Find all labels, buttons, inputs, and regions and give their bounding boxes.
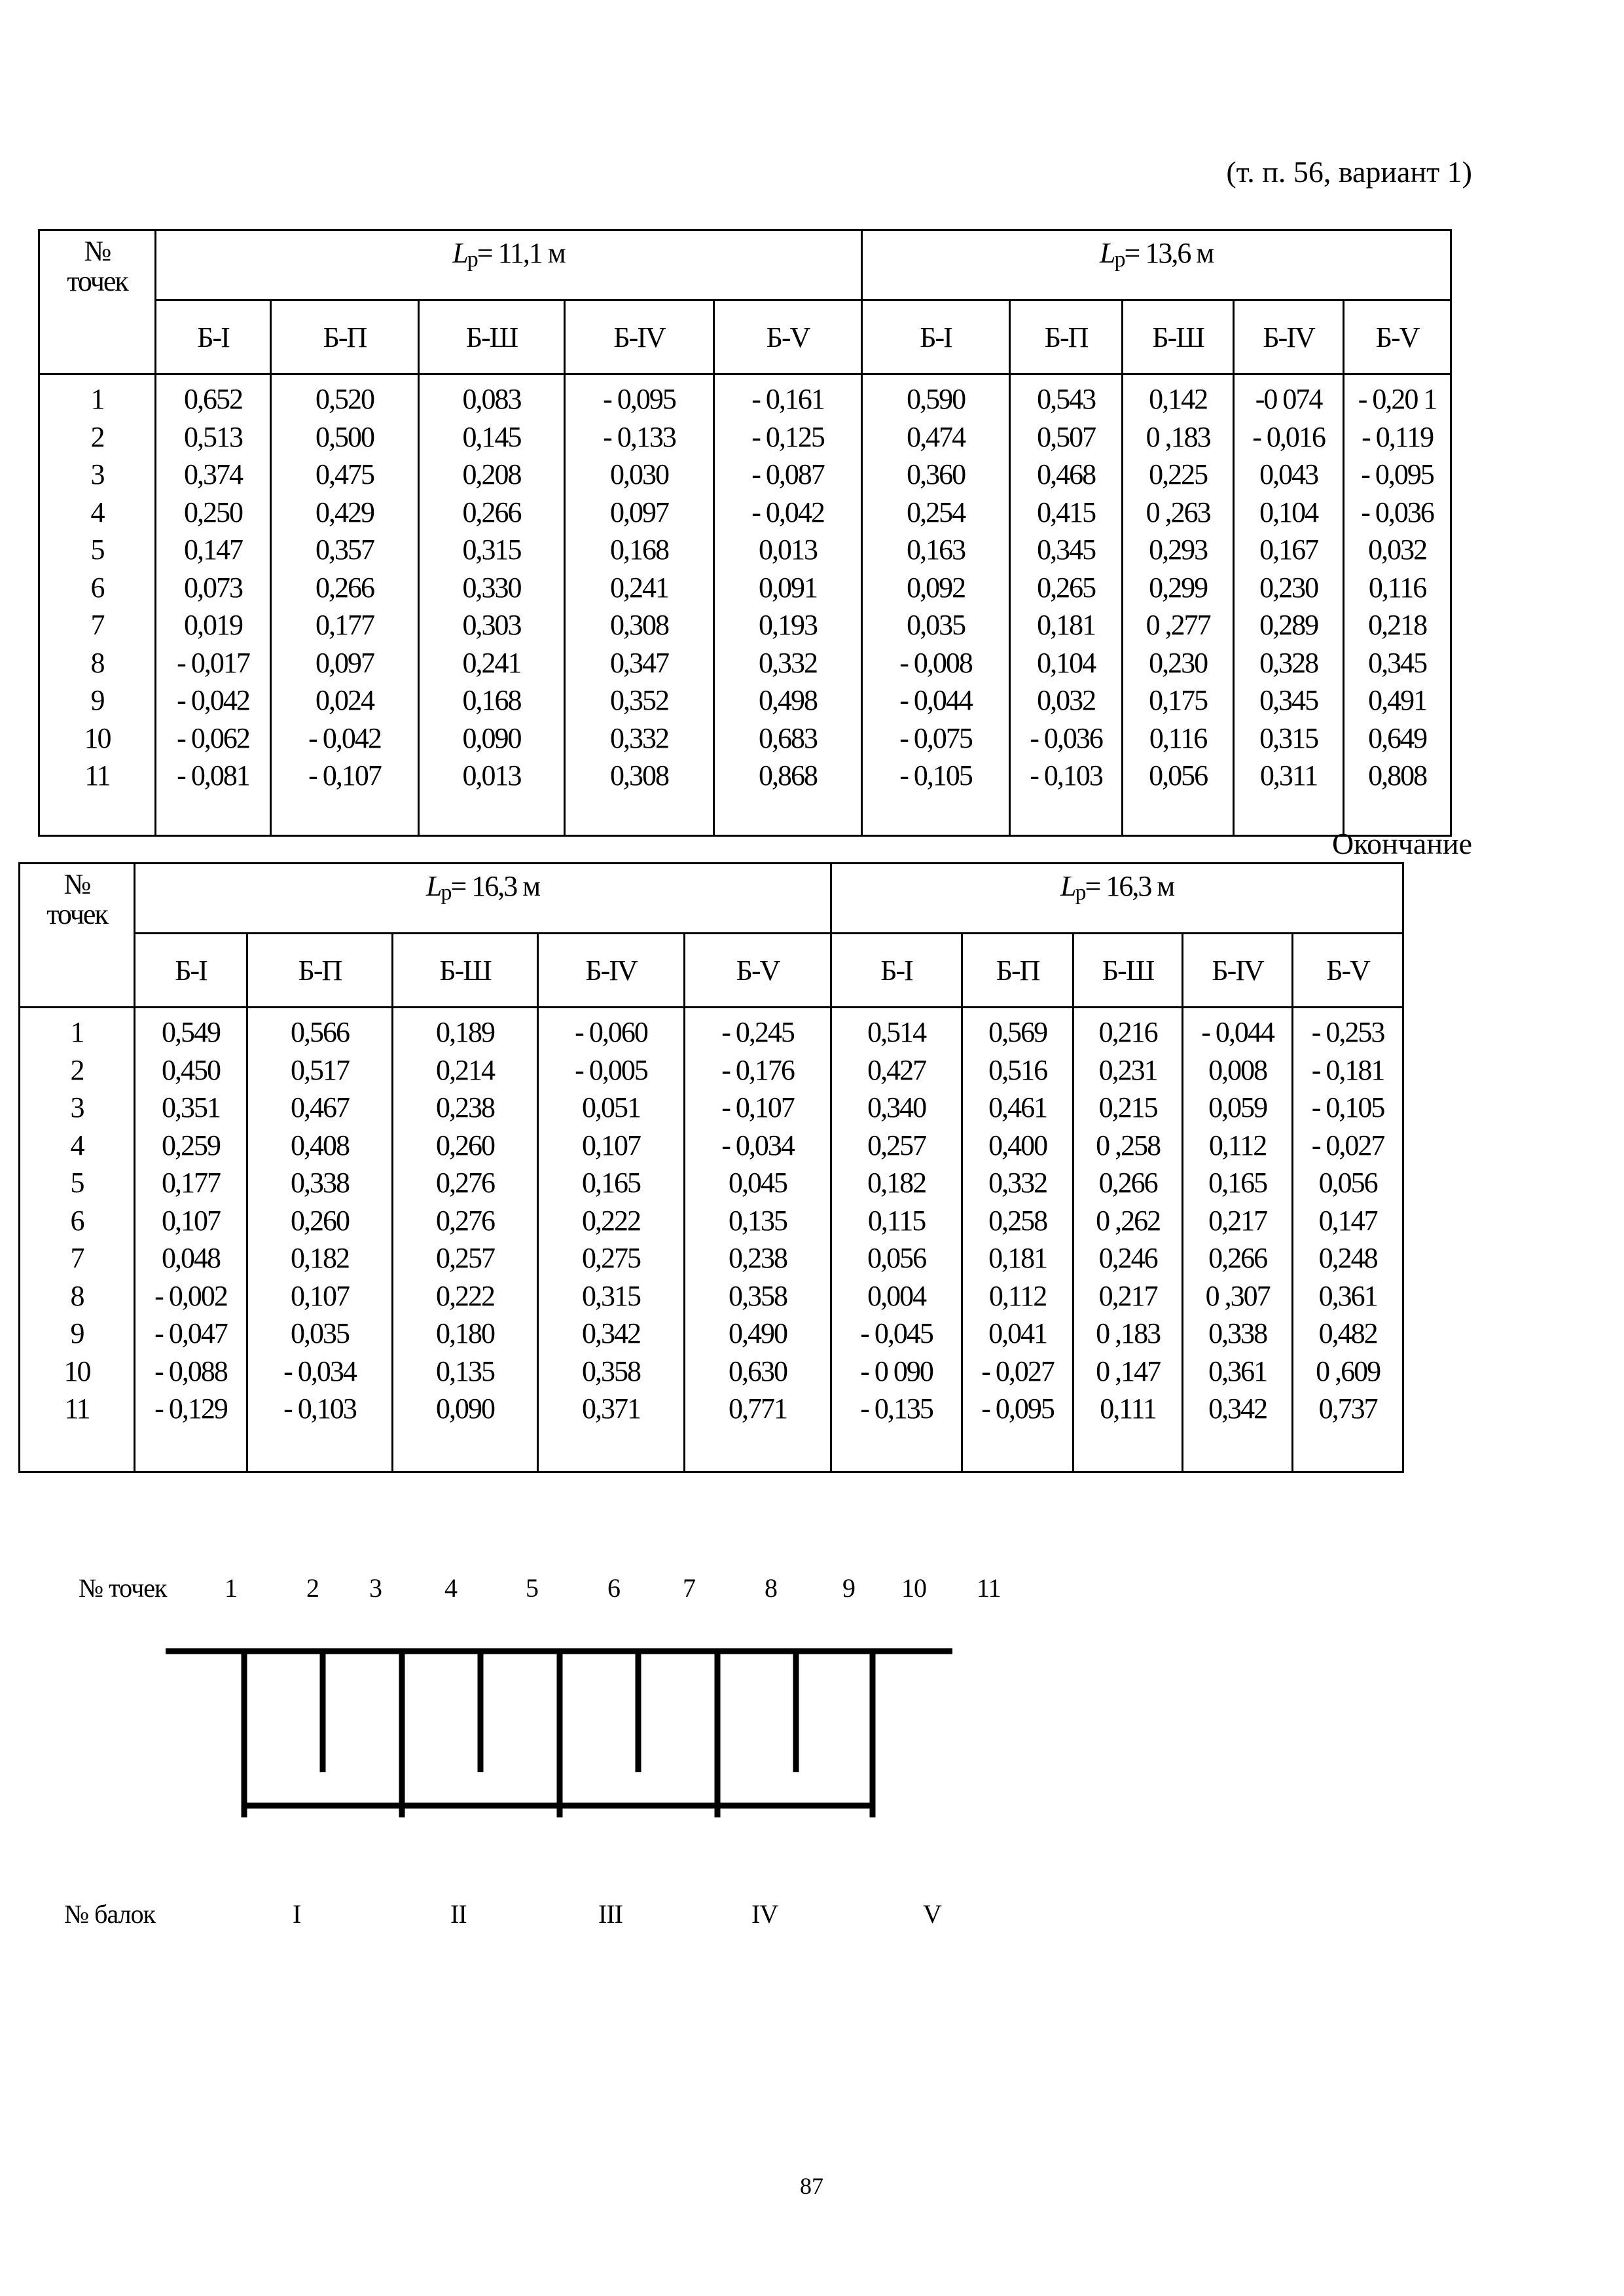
table-cell-value: 0,330 xyxy=(462,571,521,604)
table-cell-value: 0,408 xyxy=(291,1129,349,1161)
table-cell-value: 0,168 xyxy=(610,534,668,566)
table-cell-value: 0,427 xyxy=(867,1053,926,1086)
table-cell-value: 0,230 xyxy=(1259,571,1318,604)
table-cell-value: 0,135 xyxy=(436,1355,494,1387)
table-cell-value: 0,549 xyxy=(162,1016,220,1048)
table-cell-value: - 0,047 xyxy=(154,1317,227,1349)
table-cell-value: 0,215 xyxy=(1098,1091,1157,1123)
continuation-label: Окончание xyxy=(1331,827,1472,860)
table-cell-value: - 0,036 xyxy=(1030,721,1102,754)
table-cell-value: 0,345 xyxy=(1259,684,1318,716)
table-cell-value: 0,311 xyxy=(1259,759,1318,792)
point-number-cell: 3 xyxy=(90,458,104,490)
table-cell-value: 0,217 xyxy=(1098,1279,1157,1312)
table-cell-value: - 0,176 xyxy=(721,1053,794,1086)
table-cell-value: - 0,044 xyxy=(899,684,972,716)
table-cell-value: 0,248 xyxy=(1318,1242,1377,1274)
table-cell-value: 0,293 xyxy=(1149,534,1208,566)
table-cell-value: 0,257 xyxy=(867,1129,926,1161)
table-cell-value: - 0,095 xyxy=(1361,458,1434,490)
point-number-cell: 6 xyxy=(90,571,104,604)
beam-header: Б-Ш xyxy=(393,934,538,1008)
beam-number: V xyxy=(923,1899,941,1929)
beam-header: Б-V xyxy=(685,934,831,1008)
table-cell-value: 0,260 xyxy=(436,1129,494,1161)
table-cell-value: 0,019 xyxy=(184,609,242,641)
point-number-cell: 9 xyxy=(90,684,104,716)
table-cell-value: 0,165 xyxy=(582,1167,640,1199)
table-cell-value: 0,167 xyxy=(1259,534,1318,566)
table-cell-value: 0,189 xyxy=(436,1016,494,1048)
point-number: 11 xyxy=(977,1573,1001,1603)
table-cell-value: 0,059 xyxy=(1208,1091,1267,1123)
table-cell-value: 0,361 xyxy=(1318,1279,1377,1312)
table-cell-value: 0,737 xyxy=(1318,1393,1377,1425)
table-cell-value: 0,468 xyxy=(1037,458,1096,490)
table-cell-value: 0,230 xyxy=(1149,646,1208,679)
page-number: 87 xyxy=(800,2173,823,2199)
table-cell-value: 0,266 xyxy=(316,571,374,604)
table-cell-value: 0,543 xyxy=(1037,383,1096,415)
point-number-cell: 5 xyxy=(90,534,104,566)
table-cell-value: 0,092 xyxy=(907,571,965,604)
table-cell-value: 0,345 xyxy=(1037,534,1096,566)
beam-header: Б-П xyxy=(271,301,419,374)
table-cell-value: 0,338 xyxy=(291,1167,349,1199)
table-cell-value: - 0,042 xyxy=(177,684,249,716)
span-length-header: $L_р= 16,3$ м xyxy=(831,864,1403,934)
point-number: 9 xyxy=(842,1573,855,1603)
table-cell-value: 0,214 xyxy=(436,1053,494,1086)
variant-reference: (т. п. 56, вариант 1) xyxy=(1226,155,1472,189)
table-cell-value: 0,083 xyxy=(462,383,521,415)
table-cell-value: - 0,005 xyxy=(575,1053,647,1086)
point-number-cell: 2 xyxy=(90,420,104,453)
table-cell-value: 0,649 xyxy=(1368,721,1427,754)
table-cell-value: 0,056 xyxy=(1149,759,1208,792)
table-cell-value: 0,461 xyxy=(988,1091,1047,1123)
table-cell-value: - 0,042 xyxy=(751,496,824,528)
table-cell-value: 0,218 xyxy=(1368,609,1427,641)
table-cell-value: 0,590 xyxy=(907,383,965,415)
table-cell-value: 0,250 xyxy=(184,496,242,528)
table-cell-value: 0,142 xyxy=(1149,383,1208,415)
table-cell-value: 0,111 xyxy=(1100,1393,1156,1425)
table-cell-value: 0,275 xyxy=(582,1242,640,1274)
table-cell-value: 0,168 xyxy=(462,684,521,716)
table-cell-value: 0,045 xyxy=(729,1167,787,1199)
table-cell-value: 0,091 xyxy=(759,571,818,604)
table-cell-value: 0 ,183 xyxy=(1146,420,1210,453)
table-cell-value: 0,371 xyxy=(582,1393,640,1425)
table-cell-value: 0,051 xyxy=(582,1091,640,1123)
point-number-cell: 7 xyxy=(70,1242,84,1274)
point-number-cell: 8 xyxy=(70,1279,84,1312)
table-cell-value: 0,517 xyxy=(291,1053,349,1086)
table-cell-value: 0,299 xyxy=(1149,571,1208,604)
table-cell-value: 0,315 xyxy=(1259,721,1318,754)
beam-header: Б-IV xyxy=(1183,934,1293,1008)
table-cell-value: 0,342 xyxy=(582,1317,640,1349)
table-cell-value: 0,112 xyxy=(1208,1129,1267,1161)
table-cell-value: 0,112 xyxy=(988,1279,1047,1312)
table-cell-value: 0,181 xyxy=(1037,609,1096,641)
point-number-cell: 3 xyxy=(70,1091,84,1123)
table-cell-value: 0,332 xyxy=(759,646,818,679)
table-cell-value: 0,258 xyxy=(988,1204,1047,1237)
table-cell-value: 0,303 xyxy=(462,609,521,641)
table-cell-value: 0 ,147 xyxy=(1096,1355,1161,1387)
table-cell-value: - 0,088 xyxy=(154,1355,227,1387)
beam-header: Б-Ш xyxy=(419,301,565,374)
table-cell-value: 0 ,262 xyxy=(1096,1204,1161,1237)
table-cell-value: - 0,103 xyxy=(1030,759,1102,792)
table-cell-value: - 0,045 xyxy=(860,1317,933,1349)
point-number: 6 xyxy=(607,1573,620,1603)
table-cell-value: 0,358 xyxy=(582,1355,640,1387)
beam-header: Б-I xyxy=(135,934,247,1008)
beam-header: Б-Ш xyxy=(1123,301,1234,374)
table-cell-value: 0,357 xyxy=(316,534,374,566)
table-cell-value: 0,013 xyxy=(462,759,521,792)
table-cell-value: 0,165 xyxy=(1208,1167,1267,1199)
table-cell-value: - 0,002 xyxy=(154,1279,227,1312)
table-cell-value: 0,035 xyxy=(291,1317,349,1349)
table-cell-value: 0,516 xyxy=(988,1053,1047,1086)
table-cell-value: 0,308 xyxy=(610,609,668,641)
table-cell-value: 0,115 xyxy=(867,1204,926,1237)
beam-number: III xyxy=(598,1899,623,1929)
point-number-cell: 8 xyxy=(90,646,104,679)
beam-header: Б-V xyxy=(1293,934,1403,1008)
table-cell-value: 0,177 xyxy=(316,609,374,641)
beam-header: Б-П xyxy=(962,934,1074,1008)
table-cell-value: - 0,027 xyxy=(1311,1129,1384,1161)
point-number-cell: 9 xyxy=(70,1317,84,1349)
table-cell-value: 0,116 xyxy=(1368,571,1426,604)
table-cell-value: 0,315 xyxy=(462,534,521,566)
table-cell-value: - 0,036 xyxy=(1361,496,1434,528)
point-number-cell: 7 xyxy=(90,609,104,641)
table-cell-value: 0,056 xyxy=(1318,1167,1377,1199)
point-number-cell: 2 xyxy=(70,1053,84,1086)
point-number-cell: 4 xyxy=(90,496,104,528)
table-cell-value: 0,238 xyxy=(729,1242,787,1274)
table-cell-value: 0,868 xyxy=(759,759,818,792)
table-cell-value: 0,216 xyxy=(1098,1016,1157,1048)
table-cell-value: - 0,105 xyxy=(1311,1091,1384,1123)
table-cell-value: - 0,087 xyxy=(751,458,824,490)
table-cell-value: 0,429 xyxy=(316,496,374,528)
point-number: 5 xyxy=(526,1573,538,1603)
table-cell-value: 0,351 xyxy=(162,1091,220,1123)
table-cell-value: - 0,027 xyxy=(981,1355,1054,1387)
table-cell-value: 0,241 xyxy=(462,646,521,679)
table-cell-value: - 0,042 xyxy=(308,721,381,754)
table-cell-value: 0,048 xyxy=(162,1242,220,1274)
table-cell-value: - 0,103 xyxy=(283,1393,356,1425)
point-number-cell: 1 xyxy=(90,383,104,415)
beam-header: Б-П xyxy=(247,934,393,1008)
table-cell-value: 0,073 xyxy=(184,571,242,604)
table-cell-value: 0,182 xyxy=(291,1242,349,1274)
table-cell-value: 0 ,183 xyxy=(1096,1317,1161,1349)
point-number-cell: 1 xyxy=(70,1016,84,1048)
table-cell-value: 0,490 xyxy=(729,1317,787,1349)
table-cell-value: - 0,062 xyxy=(177,721,249,754)
point-number-cell: 5 xyxy=(70,1167,84,1199)
table-cell-value: 0,043 xyxy=(1259,458,1318,490)
table-cell-value: 0,222 xyxy=(436,1279,494,1312)
table-cell-value: 0,507 xyxy=(1037,420,1096,453)
beam-number: I xyxy=(293,1899,301,1929)
point-number: 1 xyxy=(225,1573,237,1603)
table-cell-value: - 0,129 xyxy=(154,1393,227,1425)
beam-number: II xyxy=(450,1899,467,1929)
table-cell-value: 0 ,258 xyxy=(1096,1129,1161,1161)
table-cell-value: 0,163 xyxy=(907,534,965,566)
table-cell-value: 0,238 xyxy=(436,1091,494,1123)
table-cell-value: 0,630 xyxy=(729,1355,787,1387)
table-cell-value: - 0,133 xyxy=(603,420,676,453)
table-cell-value: 0,145 xyxy=(462,420,521,453)
beam-header: Б-I xyxy=(156,301,271,374)
table-cell-value: 0,315 xyxy=(582,1279,640,1312)
span-length-header: $L_р= 13,6$ м xyxy=(862,230,1451,301)
table-cell-value: 0,415 xyxy=(1037,496,1096,528)
table-cell-value: 0,175 xyxy=(1149,684,1208,716)
table-cell-value: 0 ,307 xyxy=(1205,1279,1270,1312)
table-cell-value: 0,004 xyxy=(867,1279,926,1312)
table-cell-value: 0,683 xyxy=(759,721,818,754)
table-cell-value: 0,771 xyxy=(729,1393,787,1425)
table-cell-value: 0,340 xyxy=(867,1091,926,1123)
table-cell-value: 0,041 xyxy=(988,1317,1047,1349)
table-cell-value: 0,491 xyxy=(1368,684,1427,716)
table-cell-value: 0,289 xyxy=(1259,609,1318,641)
point-number-cell: 11 xyxy=(84,759,110,792)
table-cell-value: - 0,125 xyxy=(751,420,824,453)
table-cell-value: 0,513 xyxy=(184,420,242,453)
table-cell-value: - 0 090 xyxy=(860,1355,933,1387)
table-cell-value: - 0,253 xyxy=(1311,1016,1384,1048)
table-cell-value: - 0,20 1 xyxy=(1358,383,1437,415)
table-cell-value: 0,097 xyxy=(610,496,668,528)
table-cell-value: 0,180 xyxy=(436,1317,494,1349)
table-cell-value: 0 ,609 xyxy=(1316,1355,1380,1387)
table-cell-value: - 0,181 xyxy=(1311,1053,1384,1086)
table-cell-value: 0,241 xyxy=(610,571,668,604)
beam-header: Б-I xyxy=(862,301,1010,374)
point-number-cell: 10 xyxy=(84,721,111,754)
table-cell-value: 0,475 xyxy=(316,458,374,490)
table-cell-value: - 0,081 xyxy=(177,759,249,792)
table-cell-value: - 0,016 xyxy=(1252,420,1325,453)
table-cell-value: 0,225 xyxy=(1149,458,1208,490)
table-cell-value: 0,008 xyxy=(1208,1053,1267,1086)
table-cell-value: 0,182 xyxy=(867,1167,926,1199)
table-cell-value: 0,482 xyxy=(1318,1317,1377,1349)
table-cell-value: 0,116 xyxy=(1149,721,1207,754)
beam-header: Б-IV xyxy=(1234,301,1344,374)
point-number-cell: 10 xyxy=(63,1355,90,1387)
table-cell-value: - 0,034 xyxy=(283,1355,356,1387)
point-number-cell: 11 xyxy=(64,1393,90,1425)
table-cell-value: 0,013 xyxy=(759,534,818,566)
table-cell-value: - 0,095 xyxy=(603,383,676,415)
table-cell-value: - 0,034 xyxy=(721,1129,794,1161)
point-number: 2 xyxy=(306,1573,319,1603)
table-cell-value: - 0,105 xyxy=(899,759,972,792)
beam-header: Б-Ш xyxy=(1074,934,1183,1008)
span-length-header: $L_р= 16,3$ м xyxy=(135,864,831,934)
table-cell-value: 0,374 xyxy=(184,458,242,490)
table-cell-value: - 0,119 xyxy=(1362,420,1434,453)
table-cell-value: 0,352 xyxy=(610,684,668,716)
table-cell-value: 0,328 xyxy=(1259,646,1318,679)
table-cell-value: - 0,075 xyxy=(899,721,972,754)
table-cell-value: - 0,095 xyxy=(981,1393,1054,1425)
point-number: 3 xyxy=(369,1573,382,1603)
table-cell-value: 0,400 xyxy=(988,1129,1047,1161)
table-cell-value: 0,032 xyxy=(1037,684,1096,716)
table-cell-value: 0,254 xyxy=(907,496,965,528)
table-cell-value: 0,135 xyxy=(729,1204,787,1237)
beams-label: № балок xyxy=(64,1899,156,1929)
point-number-header: № точек xyxy=(20,864,135,1008)
table-cell-value: -0 074 xyxy=(1255,383,1322,415)
table-cell-value: 0 ,263 xyxy=(1146,496,1210,528)
table-cell-value: 0,107 xyxy=(291,1279,349,1312)
table-cell-value: - 0,161 xyxy=(751,383,824,415)
table-cell-value: 0,332 xyxy=(610,721,668,754)
table-cell-value: - 0,245 xyxy=(721,1016,794,1048)
table-cell-value: 0,265 xyxy=(1037,571,1096,604)
table-cell-value: - 0,135 xyxy=(860,1393,933,1425)
table-cell-value: 0,104 xyxy=(1037,646,1096,679)
table-cell-value: 0,107 xyxy=(582,1129,640,1161)
table-cell-value: 0,338 xyxy=(1208,1317,1267,1349)
points-label: № точек xyxy=(79,1573,167,1603)
table-cell-value: 0,208 xyxy=(462,458,521,490)
table-cell-value: 0,181 xyxy=(988,1242,1047,1274)
table-cell-value: 0,260 xyxy=(291,1204,349,1237)
table-cell-value: 0,030 xyxy=(610,458,668,490)
table-cell-value: 0,222 xyxy=(582,1204,640,1237)
table-cell-value: 0,467 xyxy=(291,1091,349,1123)
table-cell-value: 0,566 xyxy=(291,1016,349,1048)
point-number-cell: 6 xyxy=(70,1204,84,1237)
table-cell-value: 0,193 xyxy=(759,609,818,641)
table-cell-value: 0,360 xyxy=(907,458,965,490)
table-cell-value: 0,347 xyxy=(610,646,668,679)
table-cell-value: 0,808 xyxy=(1368,759,1427,792)
point-number: 4 xyxy=(444,1573,457,1603)
table-cell-value: 0,308 xyxy=(610,759,668,792)
table-cell-value: 0,035 xyxy=(907,609,965,641)
table-cell-value: 0,259 xyxy=(162,1129,220,1161)
table-cell-value: 0,498 xyxy=(759,684,818,716)
table-cell-value: 0,032 xyxy=(1368,534,1427,566)
beam-number: IV xyxy=(751,1899,778,1929)
beam-header: Б-V xyxy=(1344,301,1451,374)
table-cell-value: - 0,107 xyxy=(721,1091,794,1123)
table-cell-value: 0,520 xyxy=(316,383,374,415)
table-cell-value: 0,024 xyxy=(316,684,374,716)
table-cell-value: - 0,060 xyxy=(575,1016,647,1048)
table-cell-value: - 0,107 xyxy=(308,759,381,792)
table-cell-value: 0,217 xyxy=(1208,1204,1267,1237)
beam-header: Б-I xyxy=(831,934,962,1008)
table-cell-value: 0,342 xyxy=(1208,1393,1267,1425)
table-cell-value: 0,276 xyxy=(436,1204,494,1237)
point-number: 8 xyxy=(765,1573,777,1603)
beam-header: Б-IV xyxy=(538,934,685,1008)
beam-header: Б-IV xyxy=(565,301,714,374)
table-cell-value: 0,266 xyxy=(1208,1242,1267,1274)
table-cell-value: 0,090 xyxy=(436,1393,494,1425)
table-cell-value: 0,104 xyxy=(1259,496,1318,528)
table-cell-value: 0 ,277 xyxy=(1146,609,1210,641)
table-cell-value: 0,147 xyxy=(184,534,242,566)
table-cell-value: 0,345 xyxy=(1368,646,1427,679)
table-cell-value: 0,056 xyxy=(867,1242,926,1274)
table-cell-value: 0,450 xyxy=(162,1053,220,1086)
table-cell-value: 0,097 xyxy=(316,646,374,679)
table-cell-value: 0,257 xyxy=(436,1242,494,1274)
table-cell-value: 0,652 xyxy=(184,383,242,415)
table-cell-value: 0,500 xyxy=(316,420,374,453)
table-cell-value: - 0,044 xyxy=(1201,1016,1274,1048)
table-cell-value: 0,332 xyxy=(988,1167,1047,1199)
table-cell-value: - 0,008 xyxy=(899,646,972,679)
point-number-header: № точек xyxy=(39,230,156,374)
table-cell-value: 0,474 xyxy=(907,420,965,453)
table-cell-value: 0,147 xyxy=(1318,1204,1377,1237)
point-number-cell: 4 xyxy=(70,1129,84,1161)
table-cell-value: 0,107 xyxy=(162,1204,220,1237)
table-cell-value: 0,231 xyxy=(1098,1053,1157,1086)
beam-header: Б-П xyxy=(1010,301,1123,374)
point-number: 10 xyxy=(901,1573,926,1603)
beam-header: Б-V xyxy=(714,301,862,374)
table-cell-value: 0,177 xyxy=(162,1167,220,1199)
table-cell-value: 0,266 xyxy=(462,496,521,528)
table-cell-value: 0,276 xyxy=(436,1167,494,1199)
table-cell-value: 0,246 xyxy=(1098,1242,1157,1274)
table-cell-value: 0,358 xyxy=(729,1279,787,1312)
table-cell-value: 0,266 xyxy=(1098,1167,1157,1199)
table-cell-value: 0,090 xyxy=(462,721,521,754)
table-cell-value: 0,361 xyxy=(1208,1355,1267,1387)
table-cell-value: 0,514 xyxy=(867,1016,926,1048)
table-cell-value: 0,569 xyxy=(988,1016,1047,1048)
point-number: 7 xyxy=(683,1573,695,1603)
table-cell-value: - 0,017 xyxy=(177,646,249,679)
span-length-header: $L_р= 11,1$ м xyxy=(156,230,862,301)
